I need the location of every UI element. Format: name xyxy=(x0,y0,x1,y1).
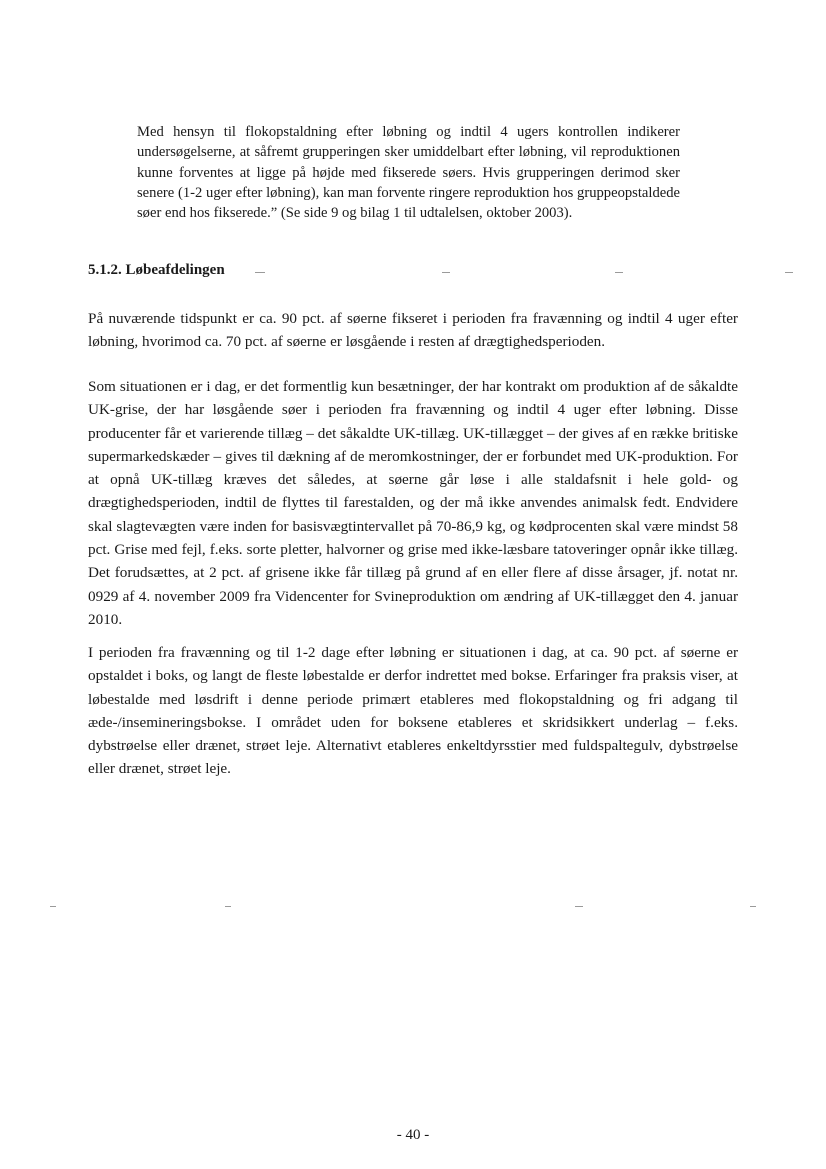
scan-artifact xyxy=(255,272,265,273)
section-heading: 5.1.2. Løbeafdelingen xyxy=(88,262,225,278)
scan-artifact xyxy=(750,906,756,907)
scan-artifact xyxy=(225,906,231,907)
quoted-statement: Med hensyn til flokopstaldning efter løbning og indtil 4 ugers kontrollen indikerer undersøgelserne, at såfremt grupperingen sker umiddelbart efter løbning, vil reproduktionen kunne forventes at ligge på højde med fikserede søers. Hvis grupperingen derimod sker senere (1-2 uger efter løbning), kan man forvente ringere reproduktion hos gruppeopstaldede søer end hos fikserede.” (Se side 9 og bilag 1 til udtalelsen, oktober 2003). xyxy=(137,124,680,222)
scan-artifact xyxy=(575,906,583,907)
scan-artifact xyxy=(442,272,450,273)
body-paragraph-2: Som situationen er i dag, er det formentlig kun besætninger, der har kontrakt om produktion af de såkaldte UK-grise, der har løsgående søer i perioden fra fravænning og indtil 4 uger efter løbning. Disse producenter får et varierende tillæg – det såkaldte UK-tillæg. UK-tillægget – der gives af en række britiske supermarkedskæder – gives til dækning af de meromkostninger, der er forbundet med UK-produktion. For at opnå UK-tillæg kræves det således, at søerne går løse i alle staldafsnit i hele gold- og drægtighedsperioden, indtil de flyttes til farestalden, og der må ikke anvendes animalsk fedt. Endvidere skal slagtevægten være inden for basisvægtintervallet på 70-86,9 kg, og kødprocenten skal være mindst 58 pct. Grise med fejl, f.eks. sorte pletter, halvorner og grise med ikke-læsbare tatoveringer opnår ikke tillæg. Det forudsættes, at 2 pct. af grisene ikke får tillæg på grund af en eller flere af disse årsager, jf. notat nr. 0929 af 4. november 2009 fra Videncenter for Svineproduktion om ændring af UK-tillægget den 4. januar 2010. xyxy=(88,378,738,628)
page-number: - 40 - xyxy=(396,1127,430,1143)
scan-artifact xyxy=(50,906,56,907)
scan-artifact xyxy=(615,272,623,273)
body-paragraph-3: I perioden fra fravænning og til 1-2 dage efter løbning er situationen i dag, at ca. 90 pct. af søerne er opstaldet i boks, og langt de fleste løbestalde er derfor indrettet med bokse. Erfaringer fra praksis viser, at løbestalde med løsdrift i denne periode primært etableres med flokopstaldning og fri adgang til æde-/insemineringsbokse. I området uden for boksene etableres et skridsikkert underlag – f.eks. dybstrøelse eller drænet, strøet leje. Alternativt etableres enkeltdyrsstier med fuldspaltegulv, dybstrøelse eller drænet, strøet leje. xyxy=(88,644,738,778)
body-paragraph-1: På nuværende tidspunkt er ca. 90 pct. af søerne fikseret i perioden fra fravænning og indtil 4 uger efter løbning, hvorimod ca. 70 pct. af søerne er løsgående i resten af drægtighedsperioden. xyxy=(88,310,738,351)
scan-artifact xyxy=(785,272,793,273)
